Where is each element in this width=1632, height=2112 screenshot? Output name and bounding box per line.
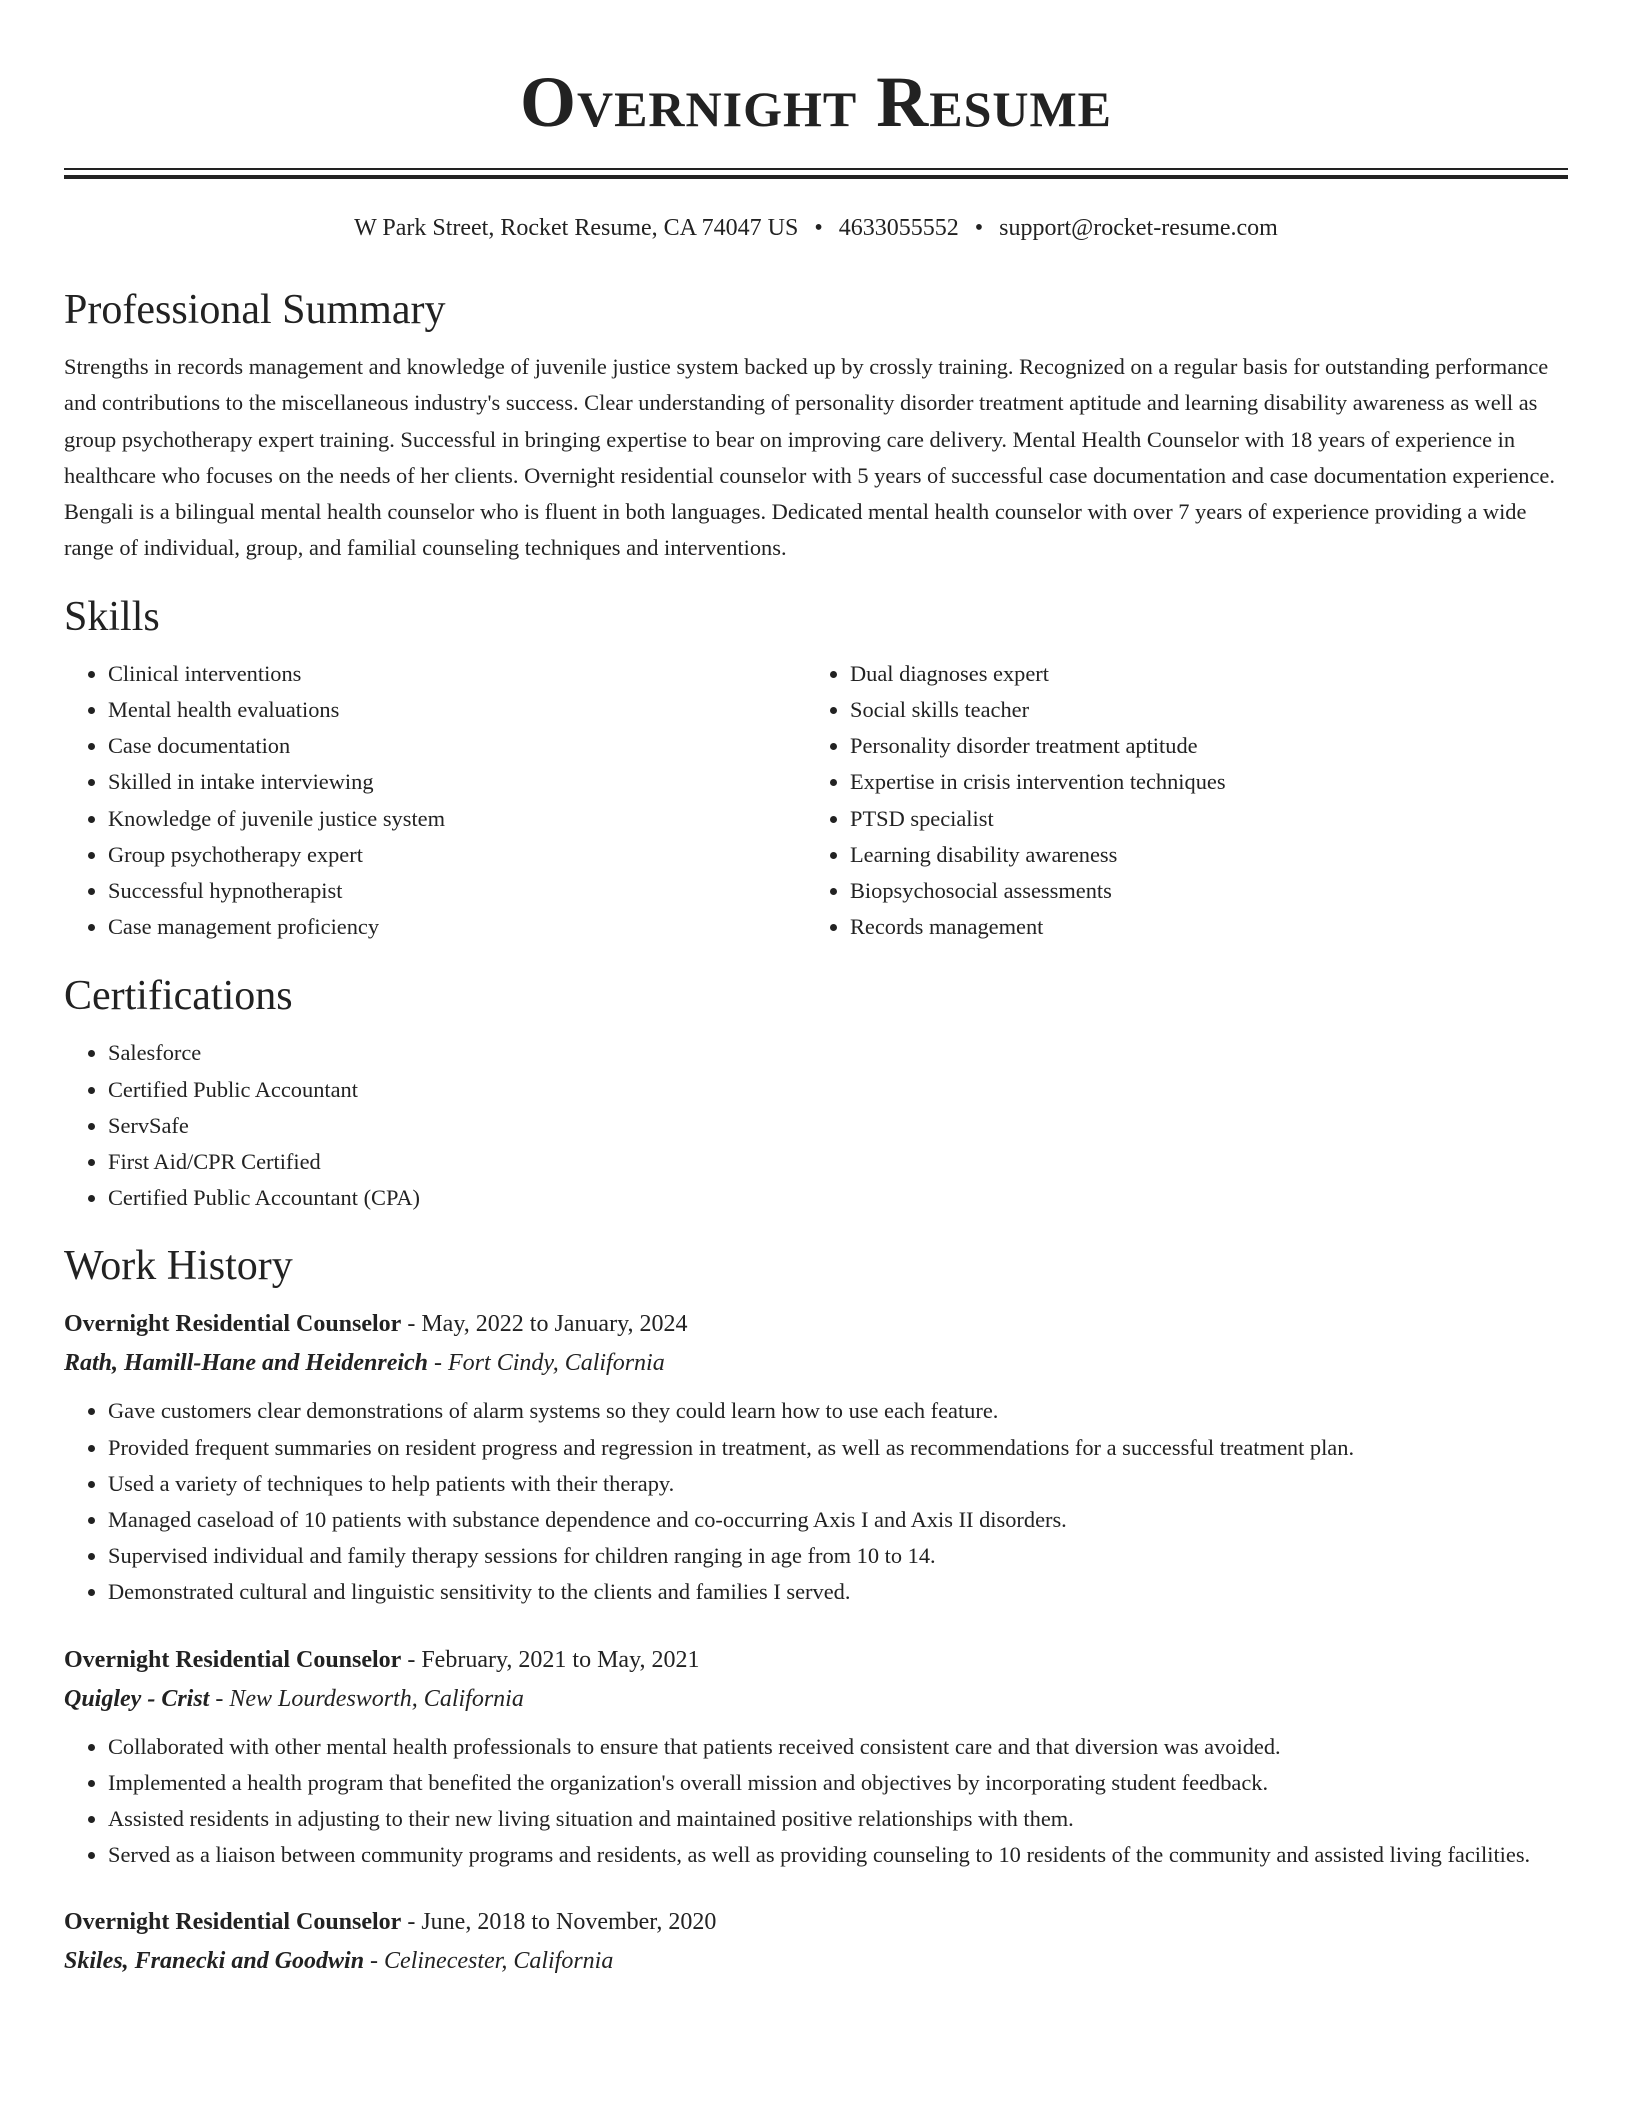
job-bullet: • Used a variety of techniques to help patients with their therapy. [108,1466,1568,1502]
skill-item: • Case management proficiency [108,909,806,945]
job-bullet: • Demonstrated cultural and linguistic sensitivity to the clients and families I served. [108,1574,1568,1610]
certifications-heading: Certifications [64,973,293,1020]
skill-item: • Learning disability awareness [850,837,1548,873]
contact-email: support@rocket-resume.com [999,215,1278,241]
certifications-section [64,971,1568,1216]
job-dates: - June, 2018 to November, 2020 [401,1909,717,1936]
job-location: - Celinecester, California [364,1948,614,1975]
job-bullets [64,1393,1568,1610]
job-company: Rath, Hamill-Hane and Heidenreich [64,1350,429,1377]
skill-item: • Case documentation [108,728,806,764]
contact-address: W Park Street, Rocket Resume, CA 74047 US [354,215,799,241]
job-entry [64,1641,1568,1874]
job-title: Overnight Residential Counselor [64,1646,402,1673]
job-bullet: • Managed caseload of 10 patients with substance dependence and co-occurring Axis I and Axis II disorders. [108,1502,1568,1538]
contact-line [64,213,1568,243]
skill-item: • Knowledge of juvenile justice system [108,801,806,837]
work-history-heading: Work History [64,1243,293,1290]
skill-item: • PTSD specialist [850,801,1548,837]
job-bullet: • Implemented a health program that benefited the organization's overall mission and objectives by incorporating student feedback. [108,1765,1568,1801]
job-bullets [64,1729,1568,1874]
contact-phone: 4633055552 [838,215,959,241]
job-location: - Fort Cindy, California [428,1350,665,1377]
certification-item: • Certified Public Accountant [108,1072,1568,1108]
certification-item: • Certified Public Accountant (CPA) [108,1180,1568,1216]
skill-item: • Dual diagnoses expert [850,656,1548,692]
job-dates: - May, 2022 to January, 2024 [401,1311,688,1338]
skill-item: • Expertise in crisis intervention techniques [850,764,1548,800]
skills-column-left [64,656,806,946]
skills-list-left [64,656,806,946]
skill-item: • Mental health evaluations [108,692,806,728]
job-company: Skiles, Franecki and Goodwin [64,1948,365,1975]
skills-section [64,592,1568,946]
job-dates: - February, 2021 to May, 2021 [401,1646,700,1673]
job-entry [64,1305,1568,1610]
skill-item: • Successful hypnotherapist [108,873,806,909]
certifications-list [64,1035,1568,1216]
contact-separator: • [974,215,984,241]
contact-separator: • [814,215,823,241]
skill-item: • Clinical interventions [108,656,806,692]
job-company: Quigley - Crist [64,1685,210,1712]
job-bullet: • Provided frequent summaries on resident progress and regression in treatment, as well as recommendations for a successful treatment plan. [108,1430,1568,1466]
job-title-line [64,1903,1568,1941]
certification-item: • ServSafe [108,1108,1568,1144]
summary-section [64,285,1568,567]
summary-heading: Professional Summary [64,287,446,333]
skills-list-right [806,656,1548,946]
certification-item: • First Aid/CPR Certified [108,1144,1568,1180]
skill-item: • Social skills teacher [850,692,1548,728]
skill-item: • Biopsychosocial assessments [850,873,1548,909]
job-bullet: • Gave customers clear demonstrations of alarm systems so they could learn how to use each feature. [108,1393,1568,1429]
skills-column-right [806,656,1548,946]
skill-item: • Personality disorder treatment aptitude [850,728,1548,764]
work-history-section [64,1241,1568,1981]
job-bullet: • Served as a liaison between community programs and residents, as well as providing counseling to 10 residents of the community and assisted living facilities. [108,1837,1568,1873]
job-company-line [64,1343,1568,1383]
job-entry [64,1903,1568,1981]
job-bullet: • Assisted residents in adjusting to their new living situation and maintained positive relationships with them. [108,1801,1568,1837]
summary-text: Strengths in records management and knowledge of juvenile justice system backed up by crossly training. Recognized on a regular basis for outstanding performance and contributions to the miscellaneous industry's success. Clear understanding of personality disorder treatment aptitude and learning disability awareness as well as group psychotherapy expert training. Successful in bringing expertise to bear on improving care delivery. Mental Health Counselor with 18 years of experience in healthcare who focuses on the needs of her clients. Overnight residential counselor with 5 years of successful case documentation and case documentation experience. Bengali is a bilingual mental health counselor who is fluent in both languages. Dedicated mental health counselor with over 7 years of experience providing a wide range of individual, group, and familial counseling techniques and interventions. [64,354,1555,561]
certification-item: • Salesforce [108,1035,1568,1071]
skills-heading: Skills [64,593,160,640]
job-bullet: • Supervised individual and family therapy sessions for children ranging in age from 10 to 14. [108,1538,1568,1574]
job-title-line [64,1305,1568,1343]
skill-item: • Skilled in intake interviewing [108,764,806,800]
resume-title: Overnight Resume [519,62,1113,142]
job-title: Overnight Residential Counselor [64,1909,402,1936]
job-bullet: • Collaborated with other mental health professionals to ensure that patients received consistent care and that diversion was avoided. [108,1729,1568,1765]
title-double-rule [64,168,1568,179]
job-title-line [64,1641,1568,1679]
skill-item: • Records management [850,909,1548,945]
job-company-line [64,1679,1568,1719]
job-title: Overnight Residential Counselor [64,1311,402,1338]
skill-item: • Group psychotherapy expert [108,837,806,873]
job-company-line [64,1941,1568,1981]
skills-grid [64,656,1568,946]
job-location: - New Lourdesworth, California [209,1685,524,1712]
